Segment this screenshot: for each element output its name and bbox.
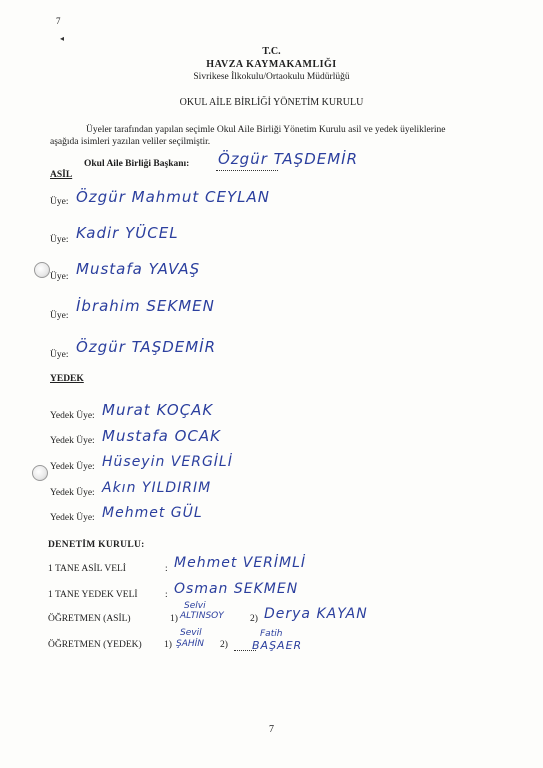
ogretmen-asil-1-last: ALTINSOY <box>180 611 224 621</box>
asil-member-4: İbrahim SEKMEN <box>76 297 215 315</box>
yedek-veli-value: Osman SEKMEN <box>174 581 299 597</box>
asil-member-5: Özgür TAŞDEMİR <box>76 338 217 356</box>
yedek-veli-colon: : <box>165 590 168 600</box>
ogretmen-asil-1-num: 1) <box>170 614 178 624</box>
yedek-member-3: Hüseyin VERGİLİ <box>102 454 233 470</box>
yedek-member-2: Mustafa OCAK <box>102 427 221 445</box>
yedek-member-5: Mehmet GÜL <box>102 505 203 521</box>
ogretmen-yedek-2-last: BAŞAER <box>252 639 303 652</box>
yedek-label-2: Yedek Üye: <box>50 436 95 446</box>
punch-hole <box>34 262 50 278</box>
asil-veli-value: Mehmet VERİMLİ <box>174 555 307 571</box>
ogretmen-asil-2: Derya KAYAN <box>264 606 368 622</box>
yedek-label-3: Yedek Üye: <box>50 462 95 472</box>
asil-veli-label: 1 TANE ASİL VELİ <box>48 564 126 574</box>
ogretmen-yedek-2-num: 2) <box>220 640 228 650</box>
president-dots <box>216 170 278 171</box>
ogretmen-asil-1-first: Selvi <box>184 601 206 611</box>
asil-member-1: Özgür Mahmut CEYLAN <box>76 188 271 206</box>
asil-label-4: Üye: <box>50 311 69 321</box>
ogretmen-yedek-1-last: ŞAHİN <box>176 639 205 649</box>
asil-member-3: Mustafa YAVAŞ <box>76 260 201 278</box>
yedek-heading: YEDEK <box>50 374 84 384</box>
yedek-veli-label: 1 TANE YEDEK VELİ <box>48 590 138 600</box>
asil-label-1: Üye: <box>50 197 69 207</box>
intro-line-2: aşağıda isimleri yazılan veliler seçilmiştir. <box>50 137 211 147</box>
yedek-label-5: Yedek Üye: <box>50 513 95 523</box>
asil-heading: ASİL <box>50 170 73 180</box>
denetim-heading: DENETİM KURULU: <box>48 540 145 550</box>
asil-label-5: Üye: <box>50 350 69 360</box>
intro-line-1: Üyeler tarafından yapılan seçimle Okul Aile Birliği Yönetim Kurulu asil ve yedek üyeliklerine <box>86 125 446 135</box>
yedek-member-1: Murat KOÇAK <box>102 401 214 419</box>
president-label: Okul Aile Birliği Başkanı: <box>84 159 190 169</box>
asil-label-2: Üye: <box>50 235 69 245</box>
yedek-label-1: Yedek Üye: <box>50 411 95 421</box>
ogretmen-yedek-1-num: 1) <box>164 640 172 650</box>
asil-label-3: Üye: <box>50 272 69 282</box>
yedek-label-4: Yedek Üye: <box>50 488 95 498</box>
ogretmen-yedek-1-first: Sevil <box>180 628 202 638</box>
ogretmen-asil-2-num: 2) <box>250 614 258 624</box>
page-title: OKUL AİLE BİRLİĞİ YÖNETİM KURULU <box>179 97 364 108</box>
page-number: 7 <box>269 724 274 735</box>
asil-veli-colon: : <box>165 564 168 574</box>
header-school: Sivrikese İlkokulu/Ortaokulu Müdürlüğü <box>193 72 350 82</box>
ogretmen-yedek-2-first: Fatih <box>260 629 283 639</box>
ogretmen-asil-label: ÖĞRETMEN (ASİL) <box>48 614 131 624</box>
corner-number: 7 <box>56 16 61 26</box>
yedek-member-4: Akın YILDIRIM <box>102 480 212 496</box>
header-tc: T.C. <box>262 46 281 57</box>
header-kaymakamlik: HAVZA KAYMAKAMLIĞI <box>206 59 337 70</box>
ogretmen-yedek-label: ÖĞRETMEN (YEDEK) <box>48 640 142 650</box>
asil-member-2: Kadir YÜCEL <box>76 224 179 242</box>
punch-hole <box>32 465 48 481</box>
president-value: Özgür TAŞDEMİR <box>218 150 359 168</box>
corner-mark: ◂ <box>60 34 65 43</box>
